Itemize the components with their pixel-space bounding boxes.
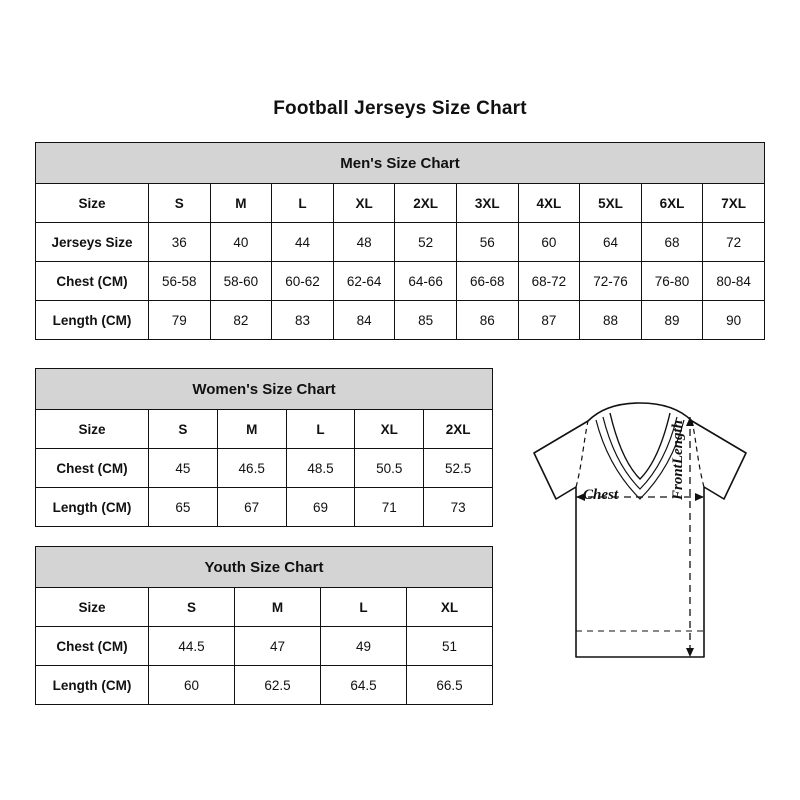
table-cell: 62.5	[235, 666, 321, 705]
table-cell: 67	[217, 488, 286, 527]
table-cell: 4XL	[518, 184, 580, 223]
table-cell: 56	[456, 223, 518, 262]
row-label: Size	[36, 410, 149, 449]
mens-table-heading: Men's Size Chart	[36, 143, 765, 184]
table-row	[36, 488, 493, 527]
chest-measure-label: Chest	[583, 487, 619, 503]
table-cell: 51	[407, 627, 493, 666]
row-label: Length (CM)	[36, 301, 149, 340]
table-cell: XL	[333, 184, 395, 223]
table-cell: 6XL	[641, 184, 703, 223]
row-label: Jerseys Size	[36, 223, 149, 262]
table-cell: L	[321, 588, 407, 627]
table-cell: S	[149, 410, 218, 449]
table-cell: 45	[149, 449, 218, 488]
table-cell: 40	[210, 223, 272, 262]
table-cell: 58-60	[210, 262, 272, 301]
table-cell: XL	[407, 588, 493, 627]
table-cell: 83	[272, 301, 334, 340]
table-cell: 60-62	[272, 262, 334, 301]
table-cell: 56-58	[149, 262, 211, 301]
table-cell: XL	[355, 410, 424, 449]
jersey-outline-icon	[500, 395, 780, 695]
table-cell: L	[286, 410, 355, 449]
table-cell: 36	[149, 223, 211, 262]
jersey-measurement-diagram	[500, 395, 780, 695]
table-cell: M	[210, 184, 272, 223]
table-cell: 2XL	[424, 410, 493, 449]
table-row	[36, 627, 493, 666]
table-cell: 64-66	[395, 262, 457, 301]
table-cell: 5XL	[580, 184, 642, 223]
table-cell: 47	[235, 627, 321, 666]
table-cell: 71	[355, 488, 424, 527]
youth-size-chart-table	[35, 546, 493, 705]
row-label: Length (CM)	[36, 488, 149, 527]
table-row	[36, 588, 493, 627]
table-cell: L	[272, 184, 334, 223]
table-cell: 50.5	[355, 449, 424, 488]
table-cell: 46.5	[217, 449, 286, 488]
mens-size-chart-table	[35, 142, 765, 340]
table-row	[36, 410, 493, 449]
table-cell: 72	[703, 223, 765, 262]
table-cell: 76-80	[641, 262, 703, 301]
table-cell: 80-84	[703, 262, 765, 301]
womens-size-chart-section	[35, 368, 493, 527]
table-cell: 89	[641, 301, 703, 340]
table-heading-row	[36, 369, 493, 410]
table-cell: 64	[580, 223, 642, 262]
table-row	[36, 301, 765, 340]
table-cell: 84	[333, 301, 395, 340]
table-cell: 62-64	[333, 262, 395, 301]
table-cell: 86	[456, 301, 518, 340]
table-cell: 68	[641, 223, 703, 262]
row-label: Size	[36, 184, 149, 223]
row-label: Chest (CM)	[36, 627, 149, 666]
front-length-measure-label: FrontLength	[670, 419, 686, 500]
table-cell: 66.5	[407, 666, 493, 705]
table-cell: 69	[286, 488, 355, 527]
table-cell: 82	[210, 301, 272, 340]
table-cell: 52	[395, 223, 457, 262]
table-cell: 52.5	[424, 449, 493, 488]
table-row	[36, 449, 493, 488]
table-cell: 66-68	[456, 262, 518, 301]
page-title: Football Jerseys Size Chart	[273, 98, 527, 119]
table-row	[36, 666, 493, 705]
table-cell: S	[149, 588, 235, 627]
table-cell: 64.5	[321, 666, 407, 705]
table-cell: 87	[518, 301, 580, 340]
table-cell: 88	[580, 301, 642, 340]
row-label: Chest (CM)	[36, 262, 149, 301]
table-cell: 73	[424, 488, 493, 527]
youth-size-chart-section	[35, 546, 493, 705]
table-cell: 44.5	[149, 627, 235, 666]
table-cell: M	[235, 588, 321, 627]
table-cell: 60	[518, 223, 580, 262]
table-cell: 90	[703, 301, 765, 340]
table-cell: M	[217, 410, 286, 449]
youth-table-heading: Youth Size Chart	[36, 547, 493, 588]
mens-size-chart-section	[35, 142, 765, 340]
womens-table-heading: Women's Size Chart	[36, 369, 493, 410]
table-row	[36, 184, 765, 223]
row-label: Size	[36, 588, 149, 627]
table-cell: S	[149, 184, 211, 223]
table-cell: 60	[149, 666, 235, 705]
table-cell: 68-72	[518, 262, 580, 301]
table-cell: 85	[395, 301, 457, 340]
table-cell: 44	[272, 223, 334, 262]
table-cell: 48	[333, 223, 395, 262]
table-cell: 79	[149, 301, 211, 340]
table-cell: 49	[321, 627, 407, 666]
table-cell: 72-76	[580, 262, 642, 301]
row-label: Chest (CM)	[36, 449, 149, 488]
table-cell: 48.5	[286, 449, 355, 488]
table-cell: 3XL	[456, 184, 518, 223]
womens-size-chart-table	[35, 368, 493, 527]
row-label: Length (CM)	[36, 666, 149, 705]
table-row	[36, 262, 765, 301]
table-cell: 2XL	[395, 184, 457, 223]
table-cell: 65	[149, 488, 218, 527]
table-row	[36, 223, 765, 262]
table-heading-row	[36, 143, 765, 184]
table-heading-row	[36, 547, 493, 588]
table-cell: 7XL	[703, 184, 765, 223]
